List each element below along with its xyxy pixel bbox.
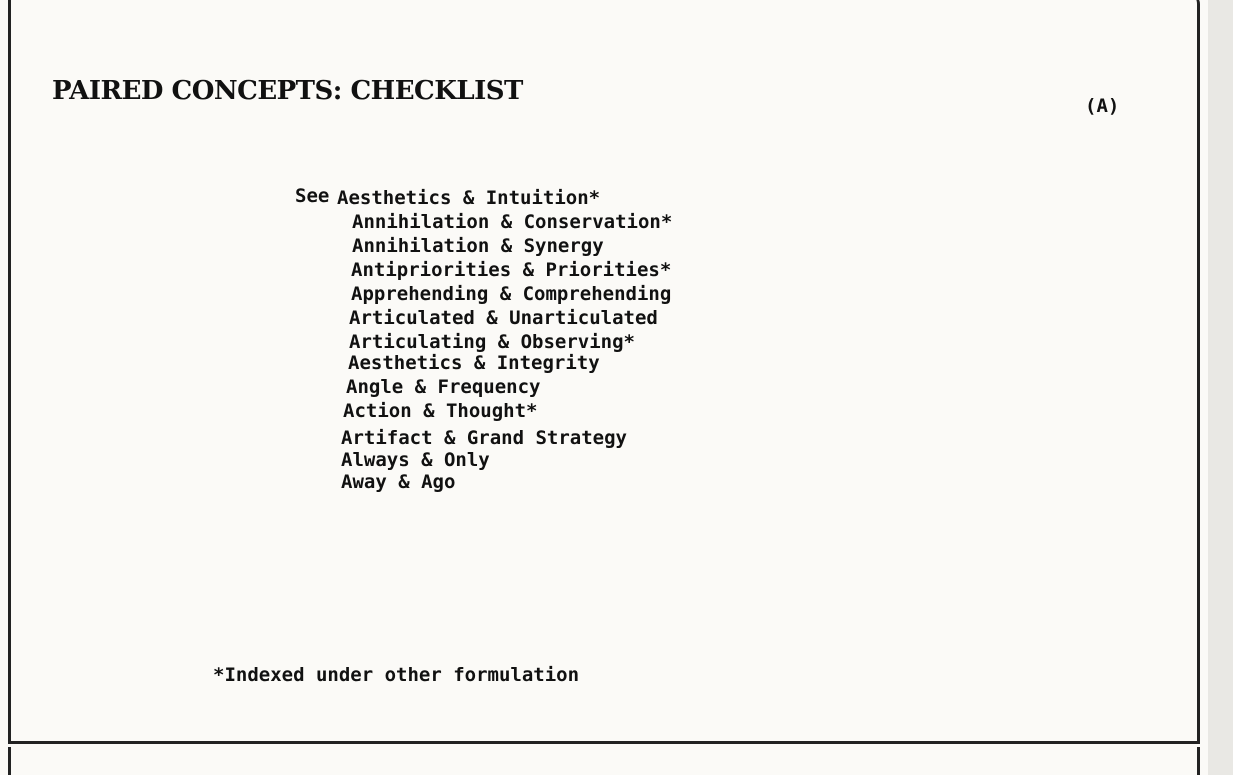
next-card-edge xyxy=(8,747,1200,775)
page-edge-strip xyxy=(1208,0,1233,775)
checklist-entry: Aesthetics & Integrity xyxy=(348,352,600,374)
section-letter: (A) xyxy=(1085,95,1120,117)
checklist-entry: Angle & Frequency xyxy=(346,376,541,398)
checklist-entry: Annihilation & Synergy xyxy=(352,235,604,257)
checklist-entry: Antipriorities & Priorities* xyxy=(351,259,672,281)
checklist-entry: Action & Thought* xyxy=(343,400,538,422)
checklist-entry: Annihilation & Conservation* xyxy=(352,211,673,233)
checklist-entry: Apprehending & Comprehending xyxy=(351,283,672,305)
checklist-entry: Always & Only xyxy=(341,449,490,471)
checklist-entry: Artifact & Grand Strategy xyxy=(341,427,627,449)
checklist-entry: Away & Ago xyxy=(341,471,456,493)
see-label: See xyxy=(295,185,330,207)
checklist-entry: Aesthetics & Intuition* xyxy=(337,187,601,209)
page-title: PAIRED CONCEPTS: CHECKLIST xyxy=(52,76,523,106)
checklist-entry: Articulated & Unarticulated xyxy=(349,307,658,329)
checklist-entry: Articulating & Observing* xyxy=(349,331,635,353)
index-card xyxy=(8,0,1200,744)
footnote: *Indexed under other formulation xyxy=(213,664,580,686)
